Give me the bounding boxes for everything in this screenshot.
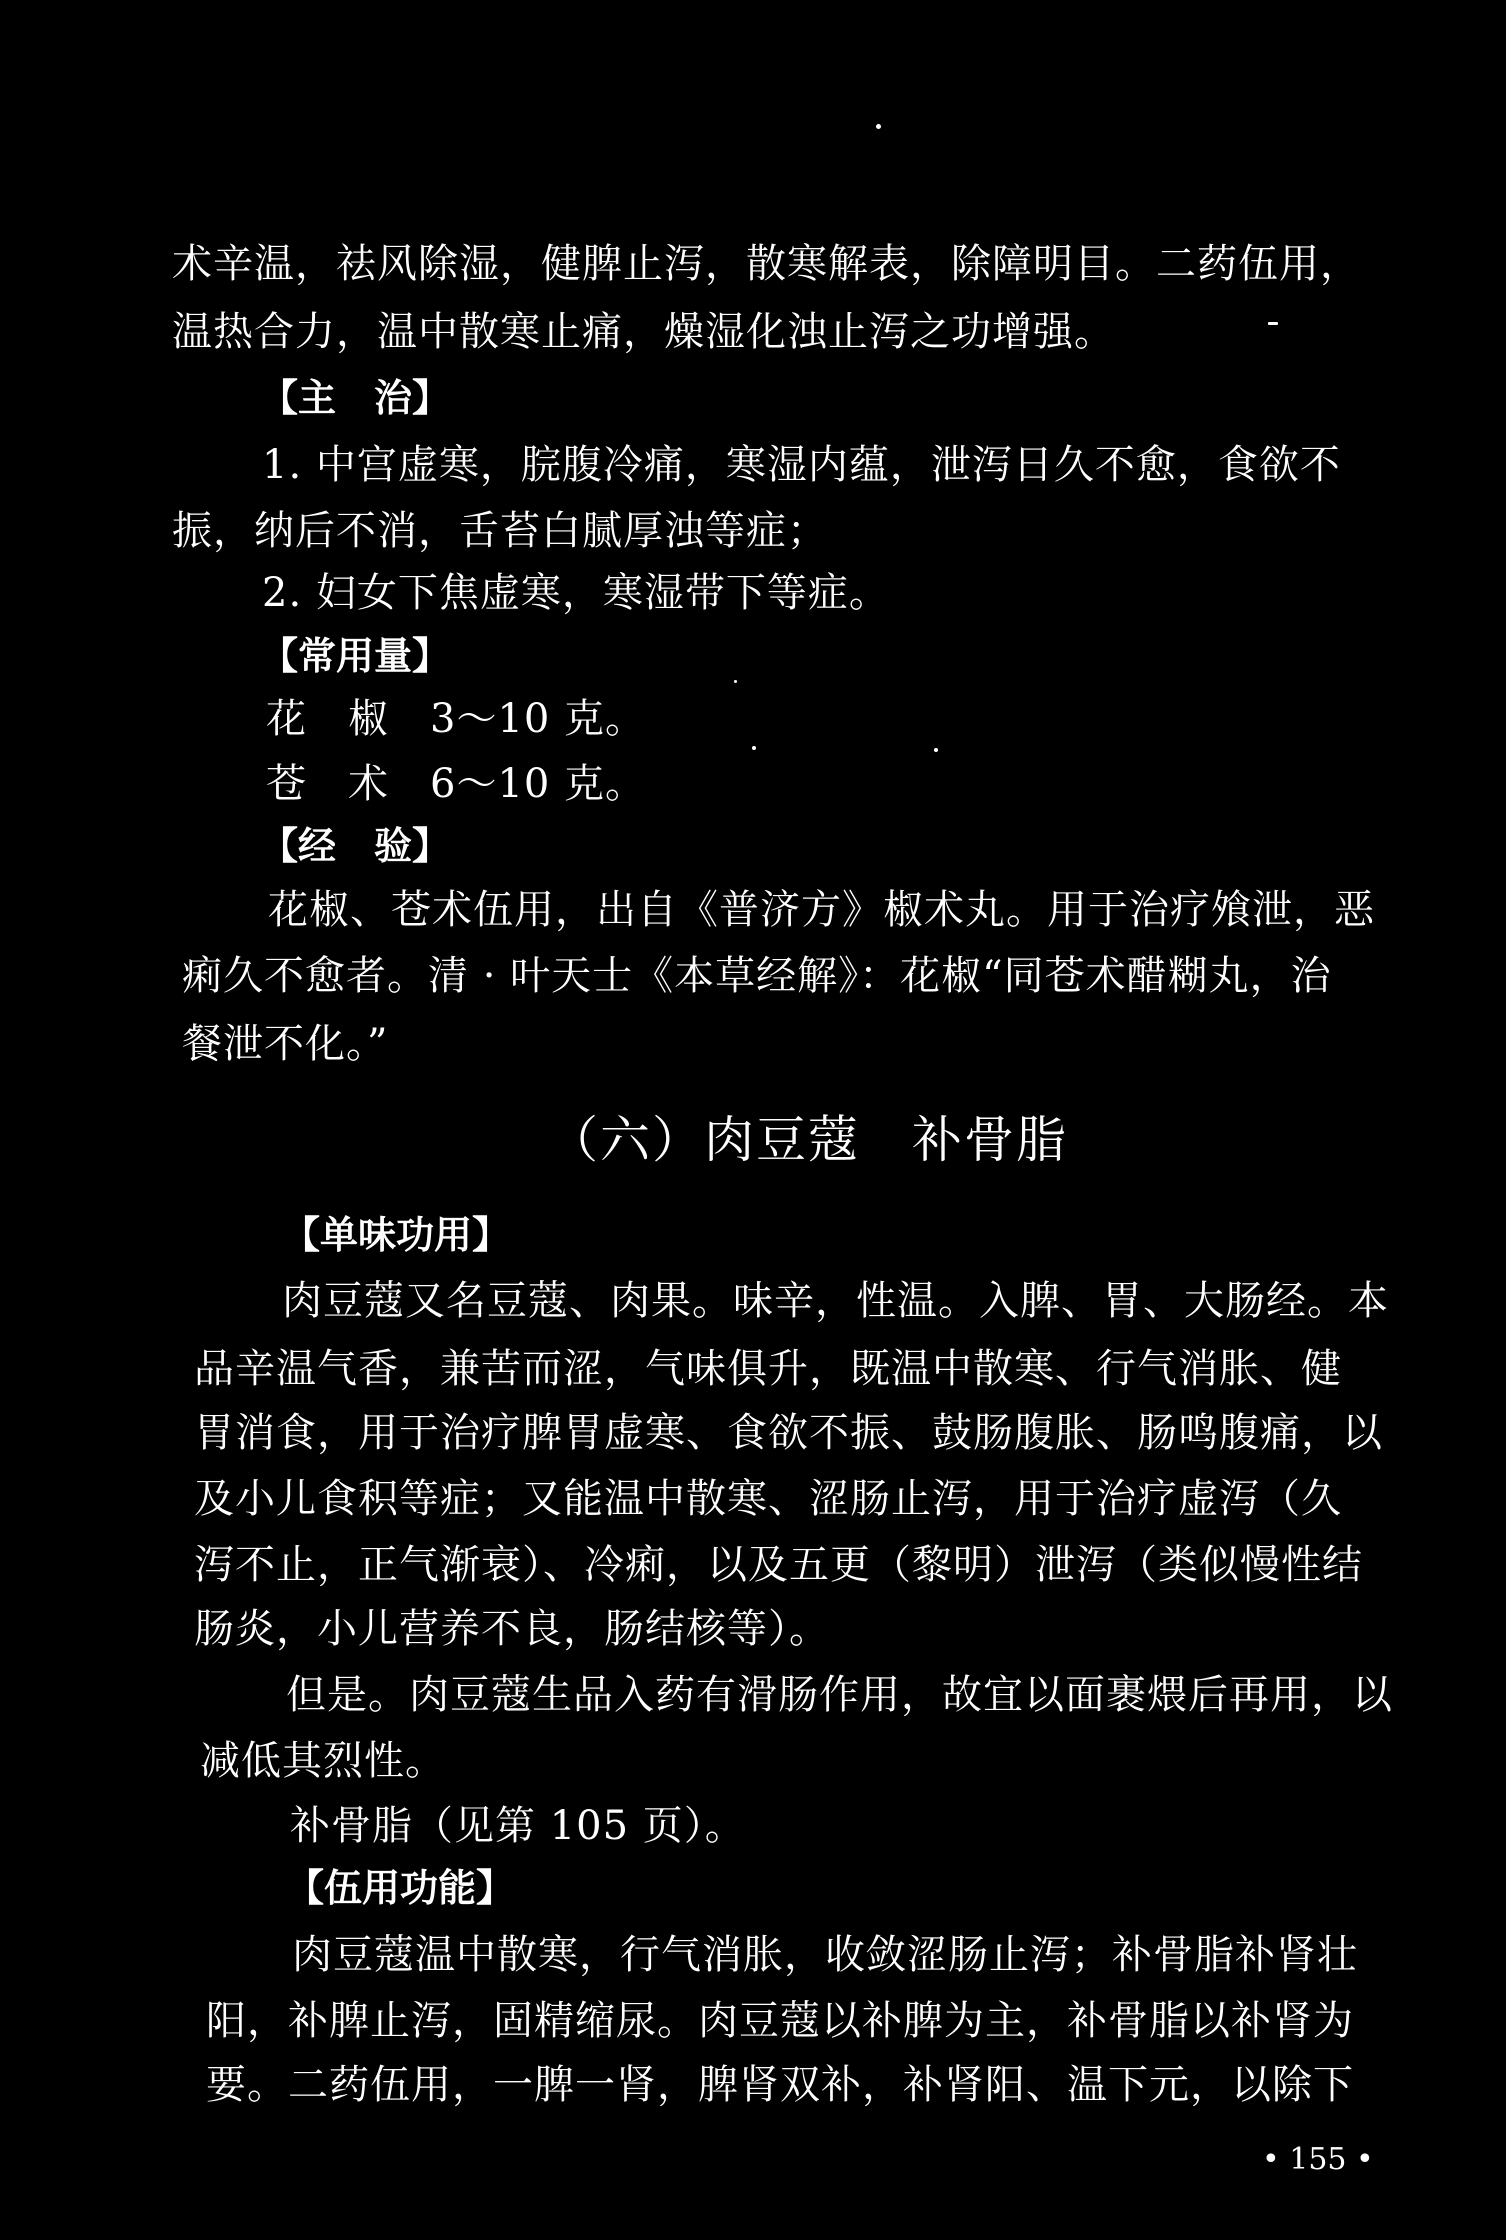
text-line: 1. 中宫虚寒，脘腹冷痛，寒湿内蕴，泄泻日久不愈，食欲不 xyxy=(262,442,1341,488)
text-line: 肉豆蔻又名豆蔻、肉果。味辛，性温。入脾、胃、大肠经。本 xyxy=(282,1278,1389,1324)
text-line: 减低其烈性。 xyxy=(200,1738,446,1784)
dosage-line: 花 椒 3～10 克。 xyxy=(266,696,647,742)
text-line: 品辛温气香，兼苦而涩，气味俱升，既温中散寒、行气消胀、健 xyxy=(194,1346,1342,1392)
scan-speck xyxy=(1268,322,1278,325)
scan-speck xyxy=(752,746,756,750)
text-line: 2. 妇女下焦虚寒，寒湿带下等症。 xyxy=(262,570,890,616)
text-line: 痢久不愈者。清 · 叶天士《本草经解》：花椒“同苍术醋糊丸，治 xyxy=(182,953,1332,999)
text-line: 及小儿食积等症；又能温中散寒、涩肠止泻，用于治疗虚泻（久 xyxy=(194,1476,1342,1522)
heading-single-herb-function: 【单味功用】 xyxy=(282,1213,511,1257)
text-line: 餐泄不化。” xyxy=(182,1021,389,1067)
text-line: 肠炎，小儿营养不良，肠结核等）。 xyxy=(194,1606,830,1652)
scan-speck xyxy=(934,748,938,752)
text-line: 温热合力，温中散寒止痛，燥湿化浊止泻之功增强。 xyxy=(172,309,1115,355)
text-line: 要。二药伍用，一脾一肾，脾肾双补，补肾阳、温下元，以除下 xyxy=(206,2062,1354,2108)
section-title: （六）肉豆蔻 补骨脂 xyxy=(548,1111,1068,1169)
page-number: • 155 • xyxy=(1262,2142,1374,2177)
text-line: 阳，补脾止泻，固精缩尿。肉豆蔻以补脾为主，补骨脂以补肾为 xyxy=(206,1998,1354,2044)
text-line: 花椒、苍术伍用，出自《普济方》椒术丸。用于治疗飧泄，恶 xyxy=(268,887,1375,933)
scan-speck xyxy=(876,124,881,129)
heading-main-indications: 【主 治】 xyxy=(260,376,451,420)
text-line: 泻不止，正气渐衰）、冷痢，以及五更（黎明）泄泻（类似慢性结 xyxy=(194,1542,1363,1588)
text-line: 肉豆蔻温中散寒，行气消胀，收敛涩肠止泻；补骨脂补肾壮 xyxy=(292,1932,1358,1978)
heading-combined-function: 【伍用功能】 xyxy=(286,1866,515,1910)
text-line: 补骨脂（见第 105 页）。 xyxy=(290,1803,746,1849)
scan-speck xyxy=(734,680,737,683)
text-line: 胃消食，用于治疗脾胃虚寒、食欲不振、鼓肠腹胀、肠鸣腹痛，以 xyxy=(194,1410,1383,1456)
heading-common-dosage: 【常用量】 xyxy=(260,634,451,678)
text-line: 振，纳后不消，舌苔白腻厚浊等症； xyxy=(172,508,828,554)
dosage-line: 苍 术 6～10 克。 xyxy=(266,761,647,807)
heading-experience: 【经 验】 xyxy=(260,824,451,868)
text-line: 但是。肉豆蔻生品入药有滑肠作用，故宜以面裹煨后再用，以 xyxy=(286,1672,1393,1718)
text-line: 术辛温，祛风除湿，健脾止泻，散寒解表，除障明目。二药伍用， xyxy=(172,241,1361,287)
